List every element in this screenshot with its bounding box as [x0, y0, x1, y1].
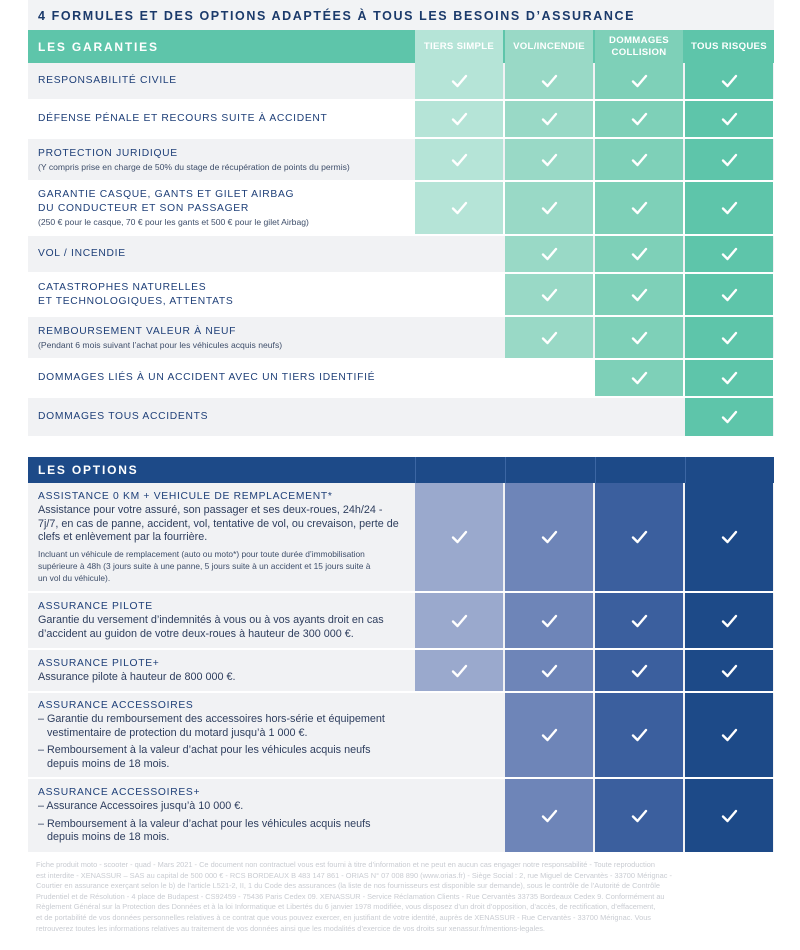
check-cell: [595, 693, 683, 777]
checkmark-icon: [451, 664, 468, 678]
option-desc-line: Garantie du versement d’indemnités à vous ou à vos ayants droit en cas: [38, 614, 384, 626]
garantie-title: REMBOURSEMENT VALEUR À NEUF: [38, 325, 237, 337]
checkmark-icon: [541, 201, 558, 215]
checkmark-icon: [721, 809, 738, 823]
garantie-title-line: ET TECHNOLOGIQUES, ATTENTATS: [38, 295, 234, 307]
checkmark-icon: [631, 112, 648, 126]
garantie-row-defense-penale: [28, 101, 774, 139]
checkmark-icon: [721, 201, 738, 215]
option-note-line: supérieure à 48h (3 jours suite à une panne, 5 jours suite à un accident et 15 jours suite à: [38, 560, 371, 571]
checkmark-icon: [721, 530, 738, 544]
check-cell: [595, 101, 683, 137]
option-desc-line: 7j/7, en cas de panne, accident, vol, tentative de vol, ou crevaison, perte de: [38, 517, 399, 530]
check-cell: [595, 360, 683, 396]
checkmark-icon: [541, 153, 558, 167]
garantie-row-casque-gants-gilet: [28, 182, 774, 236]
option-row-assurance-pilote: [28, 593, 774, 650]
checkmark-icon: [631, 809, 648, 823]
check-cell: [595, 593, 683, 648]
option-title: ASSURANCE ACCESSOIRES: [38, 700, 194, 711]
option-row-assurance-accessoires: [28, 693, 774, 779]
check-cell: [505, 139, 593, 180]
checkmark-icon: [721, 664, 738, 678]
check-cell: [595, 483, 683, 591]
check-cell: [595, 63, 683, 99]
checkmark-icon: [721, 331, 738, 345]
formula-dommages-collision: DOMMAGES COLLISION: [595, 30, 683, 63]
option-title: ASSURANCE PILOTE+: [38, 657, 160, 669]
checkmark-icon: [631, 664, 648, 678]
checkmark-icon: [631, 247, 648, 261]
check-cell: [685, 693, 773, 777]
check-cell: [685, 101, 773, 137]
garantie-title: RESPONSABILITÉ CIVILE: [38, 75, 177, 86]
options-table: [28, 457, 774, 852]
garantie-title: DOMMAGES LIÉS À UN ACCIDENT AVEC UN TIERS IDENTIFIÉ: [38, 372, 376, 383]
checkmark-icon: [721, 410, 738, 424]
check-cell: [595, 274, 683, 315]
footer-line: Prudentiel et de Résolution - 4 place de Budapest - CS92459 - 75436 Paris Cedex 09. XENASSUR - Service Réclamation Clients - Rue Cervantès 33735 Bordeaux Cedex 9. Conformément au: [36, 891, 665, 901]
check-cell: [415, 101, 503, 137]
garanties-header-row: [28, 30, 774, 63]
garantie-row-dommages-tiers: [28, 360, 774, 398]
garanties-header: LES GARANTIES: [38, 39, 159, 54]
option-note-line: un vol du véhicule).: [38, 572, 111, 583]
check-cell: [595, 317, 683, 358]
option-bullet-line: depuis moins de 18 mois.: [47, 757, 170, 770]
checkmark-icon: [541, 288, 558, 302]
formula-vol-incendie: VOL/INCENDIE: [505, 30, 593, 63]
checkmark-icon: [451, 614, 468, 628]
checkmark-icon: [541, 664, 558, 678]
check-cell: [415, 693, 503, 777]
checkmark-icon: [721, 288, 738, 302]
check-cell: [595, 650, 683, 691]
checkmark-icon: [631, 728, 648, 742]
footer-line: Règlement Général sur la Protection des Données et à la loi Informatique et Libertés du 6 janvier 1978 modifiée, vous disposez d’un droit d’opposition, d’accès, de rectification, d’effacement,: [36, 902, 656, 912]
formula-tiers-simple: TIERS SIMPLE: [415, 30, 503, 63]
check-cell: [685, 483, 773, 591]
checkmark-icon: [721, 74, 738, 88]
check-cell: [505, 360, 593, 396]
option-note-line: Incluant un véhicule de remplacement (auto ou moto*) pour toute durée d’immobilisation: [38, 548, 365, 559]
option-title: ASSURANCE PILOTE: [38, 601, 153, 612]
checkmark-icon: [541, 331, 558, 345]
check-cell: [685, 236, 773, 272]
option-bullet-line: vestimentaire de protection du motard jusqu’à 1 000 €.: [47, 726, 308, 739]
check-cell: [595, 139, 683, 180]
check-cell: [685, 650, 773, 691]
checkmark-icon: [541, 728, 558, 742]
check-cell: [685, 317, 773, 358]
checkmark-icon: [451, 112, 468, 126]
check-cell: [595, 182, 683, 234]
checkmark-icon: [721, 728, 738, 742]
garantie-row-protection-juridique: [28, 139, 774, 182]
check-cell: [505, 274, 593, 315]
check-cell: [415, 274, 503, 315]
option-title: ASSISTANCE 0 KM + VEHICULE DE REMPLACEMENT*: [38, 491, 333, 503]
garantie-row-vol-incendie: [28, 236, 774, 274]
check-cell: [505, 650, 593, 691]
check-cell: [685, 63, 773, 99]
check-cell: [505, 63, 593, 99]
footer-line: et de portabilité de vos données personnelles relatives à ce contrat que vous pouvez exercer, en justifiant de votre identité, auprès de XENASSUR - Rue Cervantès - 33700 Mérignac. Vous: [36, 912, 652, 922]
checkmark-icon: [541, 247, 558, 261]
garantie-title-line: DU CONDUCTEUR ET SON PASSAGER: [38, 203, 250, 214]
option-desc-line: Assurance pilote à hauteur de 800 000 €.: [38, 670, 236, 683]
checkmark-icon: [541, 74, 558, 88]
option-bullet-line: – Garantie du remboursement des accessoires hors-série et équipement: [38, 713, 385, 725]
check-cell: [505, 693, 593, 777]
legal-footer: [36, 860, 768, 934]
garantie-title-line: CATASTROPHES NATURELLES: [38, 281, 207, 293]
check-cell: [595, 398, 683, 436]
footer-line: Courtier en assurance exerçant selon le b) de l’article L521-2, II, 1 du Code des assurances (la liste de nos fournisseurs est disponible sur demande), sous le contrôle de l’Autorité de Contrôle: [36, 881, 661, 891]
checkmark-icon: [631, 201, 648, 215]
checkmark-icon: [721, 247, 738, 261]
check-cell: [505, 101, 593, 137]
check-cell: [685, 360, 773, 396]
checkmark-icon: [631, 614, 648, 628]
check-cell: [505, 317, 593, 358]
garantie-note: (250 € pour le casque, 70 € pour les gants et 500 € pour le gilet Airbag): [38, 217, 309, 227]
checkmark-icon: [721, 153, 738, 167]
check-cell: [415, 182, 503, 234]
check-cell: [505, 593, 593, 648]
option-desc-line: clefs et enlèvement par la fourrière.: [38, 531, 208, 544]
check-cell: [415, 139, 503, 180]
checkmark-icon: [631, 530, 648, 544]
check-cell: [595, 779, 683, 852]
options-header-row: [28, 457, 774, 483]
check-cell: [685, 182, 773, 234]
garantie-title: VOL / INCENDIE: [38, 248, 126, 259]
checkmark-icon: [631, 288, 648, 302]
checkmark-icon: [541, 614, 558, 628]
formula-tous-risques: TOUS RISQUES: [685, 30, 773, 63]
footer-line: retrouverez toutes les informations relatives au traitement de vos données ainsi que les modalités d’exercice de vos droits sur xenassur.fr/mentions-legales.: [36, 923, 545, 933]
check-cell: [415, 779, 503, 852]
garantie-title-line: GARANTIE CASQUE, GANTS ET GILET AIRBAG: [38, 189, 295, 200]
option-desc-line: Assistance pour votre assuré, son passager et ses deux-roues, 24h/24 -: [38, 504, 383, 517]
option-bullet-line: – Assurance Accessoires jusqu’à 10 000 €.: [38, 800, 244, 813]
checkmark-icon: [541, 809, 558, 823]
option-row-assurance-accessoires-plus: [28, 779, 774, 852]
garantie-row-catastrophes: [28, 274, 774, 317]
check-cell: [685, 593, 773, 648]
checkmark-icon: [721, 371, 738, 385]
garantie-row-responsabilite-civile: [28, 63, 774, 101]
options-header: LES OPTIONS: [38, 463, 139, 477]
garantie-title: DÉFENSE PÉNALE ET RECOURS SUITE À ACCIDENT: [38, 113, 328, 124]
check-cell: [415, 650, 503, 691]
option-bullet-line: – Remboursement à la valeur d’achat pour les véhicules acquis neufs: [38, 817, 371, 830]
check-cell: [685, 274, 773, 315]
check-cell: [685, 779, 773, 852]
checkmark-icon: [631, 331, 648, 345]
garantie-row-valeur-a-neuf: [28, 317, 774, 360]
option-row-assistance: [28, 483, 774, 593]
garantie-note: (Pendant 6 mois suivant l’achat pour les véhicules acquis neufs): [38, 339, 283, 350]
checkmark-icon: [541, 112, 558, 126]
checkmark-icon: [451, 530, 468, 544]
checkmark-icon: [541, 530, 558, 544]
checkmark-icon: [721, 614, 738, 628]
footer-line: est interdite - XENASSUR – SAS au capital de 500 000 € - RCS BORDEAUX B 483 147 861 - ORIAS N° 07 008 890 (www.orias.fr) - Siège Social : 2, rue Miguel de Cervantès - 33700 Mérignac -: [36, 870, 672, 880]
checkmark-icon: [721, 112, 738, 126]
option-bullet-line: depuis moins de 18 mois.: [47, 831, 170, 844]
check-cell: [415, 317, 503, 358]
option-row-assurance-pilote-plus: [28, 650, 774, 693]
checkmark-icon: [451, 153, 468, 167]
page-title: 4 FORMULES ET DES OPTIONS ADAPTÉES À TOUS LES BESOINS D’ASSURANCE: [28, 0, 774, 30]
check-cell: [685, 139, 773, 180]
garantie-title: DOMMAGES TOUS ACCIDENTS: [38, 411, 209, 422]
garanties-table: [28, 30, 774, 436]
check-cell: [415, 63, 503, 99]
option-desc-line: d’accident au guidon de votre deux-roues à hauteur de 300 000 €.: [38, 627, 354, 640]
check-cell: [505, 236, 593, 272]
check-cell: [415, 398, 503, 436]
garantie-row-tous-accidents: [28, 398, 774, 436]
garantie-note: (Y compris prise en charge de 50% du stage de récupération de points du permis): [38, 161, 350, 172]
option-title: ASSURANCE ACCESSOIRES+: [38, 787, 201, 799]
check-cell: [505, 779, 593, 852]
footer-line: Fiche produit moto - scooter - quad - Mars 2021 - Ce document non contractuel vous est fourni à titre d’information et ne peut en aucun cas engager notre responsabilité - Toute reproduction: [36, 860, 655, 869]
checkmark-icon: [631, 371, 648, 385]
option-bullet-line: – Remboursement à la valeur d’achat pour les véhicules acquis neufs: [38, 744, 371, 756]
check-cell: [505, 398, 593, 436]
check-cell: [415, 593, 503, 648]
check-cell: [505, 182, 593, 234]
check-cell: [595, 236, 683, 272]
check-cell: [415, 236, 503, 272]
check-cell: [415, 483, 503, 591]
check-cell: [505, 483, 593, 591]
garantie-title: PROTECTION JURIDIQUE: [38, 147, 178, 159]
checkmark-icon: [631, 153, 648, 167]
check-cell: [415, 360, 503, 396]
checkmark-icon: [631, 74, 648, 88]
checkmark-icon: [451, 201, 468, 215]
checkmark-icon: [451, 74, 468, 88]
check-cell: [685, 398, 773, 436]
